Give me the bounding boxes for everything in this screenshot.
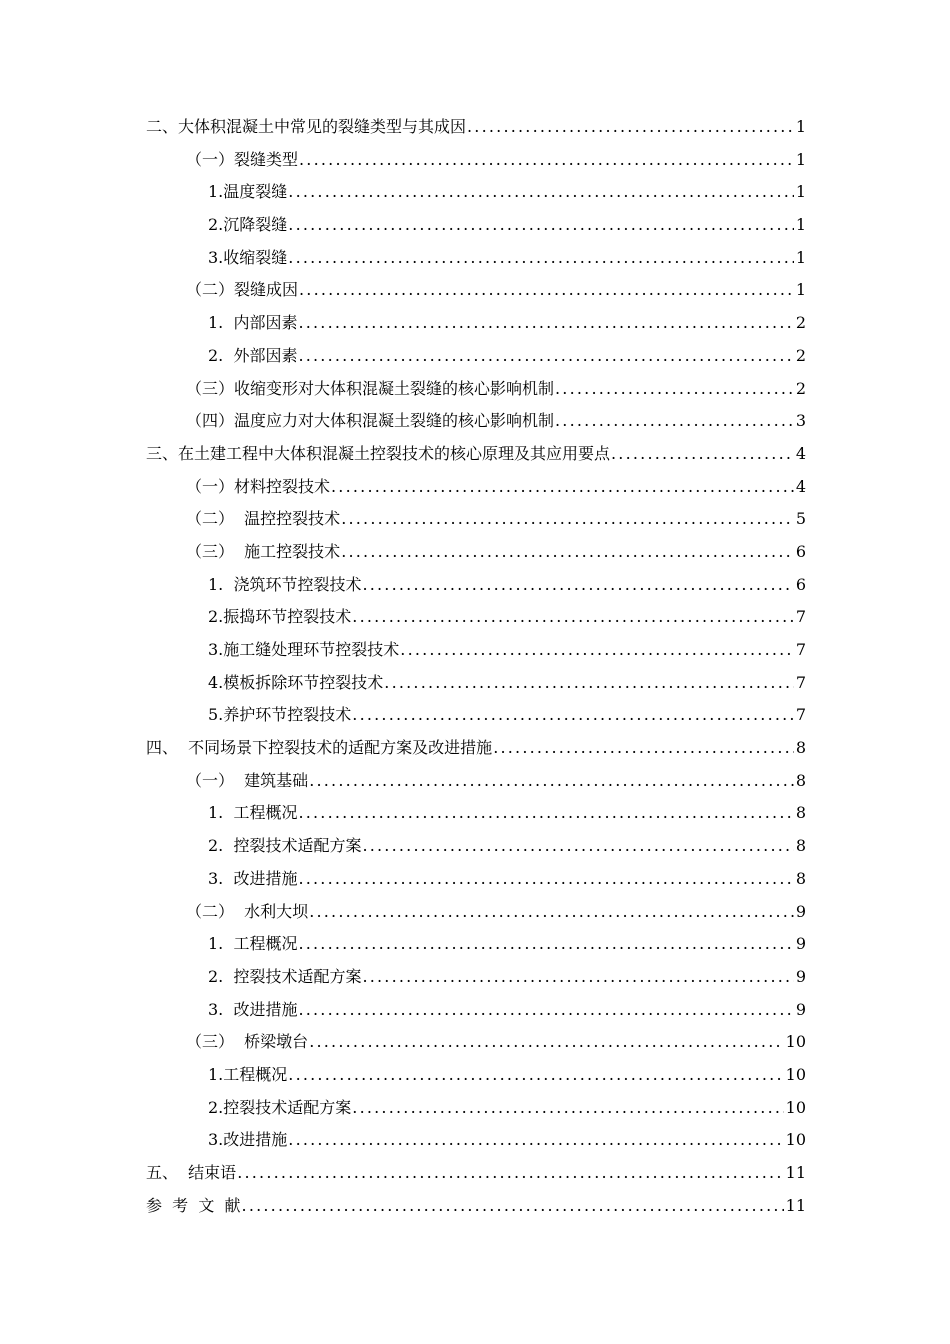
toc-entry[interactable]	[146, 1026, 806, 1059]
toc-entry-page-number: 8	[795, 836, 806, 856]
toc-entry-page-number: 4	[795, 443, 806, 463]
toc-entry[interactable]	[146, 797, 806, 830]
toc-entry[interactable]	[146, 438, 806, 471]
dot-leader	[341, 536, 794, 569]
toc-entry[interactable]	[146, 1157, 806, 1190]
dot-leader	[298, 307, 793, 340]
toc-entry-page-number: 11	[785, 1163, 806, 1182]
toc-entry-title: （三） 桥梁墩台	[186, 1032, 309, 1052]
dot-leader	[467, 111, 794, 144]
dot-leader	[299, 144, 794, 177]
dot-leader	[341, 503, 794, 536]
toc-entry-page-number: 10	[785, 1130, 806, 1150]
toc-entry-title: 5.养护环节控裂技术	[208, 705, 352, 725]
dot-leader	[298, 863, 793, 896]
toc-entry-title: 3.收缩裂缝	[208, 247, 288, 267]
dot-leader	[309, 896, 794, 929]
dot-leader	[298, 797, 793, 830]
toc-entry-page-number: 1	[795, 117, 806, 136]
toc-entry[interactable]	[146, 601, 806, 634]
toc-entry[interactable]	[146, 732, 806, 765]
toc-entry-title: （一）裂缝类型	[186, 149, 299, 169]
toc-entry-title: 1. 内部因素	[208, 313, 298, 333]
dot-leader	[384, 667, 794, 700]
toc-entry-page-number: 3	[795, 411, 806, 431]
toc-entry-page-number: 7	[795, 672, 806, 692]
toc-entry[interactable]	[146, 863, 806, 896]
toc-entry-title: 五、 结束语	[146, 1163, 237, 1182]
toc-entry-title: 1.工程概况	[208, 1064, 288, 1084]
toc-entry[interactable]	[146, 307, 806, 340]
toc-entry[interactable]	[146, 1059, 806, 1092]
toc-entry-title: 3.改进措施	[208, 1130, 288, 1150]
toc-entry-title: 3. 改进措施	[208, 868, 298, 888]
dot-leader	[362, 830, 793, 863]
toc-entry-title: 3. 改进措施	[208, 999, 298, 1019]
toc-entry[interactable]	[146, 503, 806, 536]
toc-entry-page-number: 2	[795, 345, 806, 365]
dot-leader	[288, 176, 794, 209]
toc-entry-page-number: 1	[795, 247, 806, 267]
dot-leader	[298, 340, 793, 373]
toc-entry-page-number: 1	[795, 215, 806, 235]
toc-entry[interactable]	[146, 699, 806, 732]
dot-leader	[288, 209, 794, 242]
dot-leader	[362, 569, 793, 602]
dot-leader	[299, 274, 794, 307]
toc-entry-page-number: 7	[795, 705, 806, 725]
toc-entry-title: 四、 不同场景下控裂技术的适配方案及改进措施	[146, 738, 493, 758]
toc-entry[interactable]	[146, 830, 806, 863]
dot-leader	[288, 1124, 783, 1157]
toc-entry-title: 三、在土建工程中大体积混凝土控裂技术的核心原理及其应用要点	[146, 443, 611, 463]
dot-leader	[352, 699, 794, 732]
toc-entry-title: 参 考 文 献	[146, 1195, 241, 1215]
toc-entry-page-number: 8	[795, 803, 806, 823]
toc-entry-page-number: 2	[795, 378, 806, 398]
dot-leader	[298, 994, 793, 1027]
toc-entry[interactable]	[146, 569, 806, 602]
toc-entry-page-number: 6	[795, 541, 806, 561]
toc-entry[interactable]	[146, 1092, 806, 1125]
toc-entry-title: （四）温度应力对大体积混凝土裂缝的核心影响机制	[186, 411, 555, 431]
toc-entry[interactable]	[146, 994, 806, 1027]
toc-entry-page-number: 8	[795, 770, 806, 790]
toc-entry[interactable]	[146, 928, 806, 961]
dot-leader	[555, 405, 794, 438]
toc-entry[interactable]	[146, 274, 806, 307]
toc-entry-page-number: 1	[795, 280, 806, 300]
toc-entry[interactable]	[146, 536, 806, 569]
toc-entry-title: 二、大体积混凝土中常见的裂缝类型与其成因	[146, 117, 467, 136]
dot-leader	[493, 732, 794, 765]
dot-leader	[288, 242, 794, 275]
toc-entry-page-number: 10	[785, 1032, 806, 1052]
toc-entry-title: 3.施工缝处理环节控裂技术	[208, 640, 400, 659]
dot-leader	[331, 471, 794, 504]
toc-entry-title: 2. 控裂技术适配方案	[208, 966, 362, 986]
toc-entry-page-number: 7	[795, 640, 806, 659]
toc-entry[interactable]	[146, 1190, 806, 1223]
toc-entry[interactable]	[146, 961, 806, 994]
toc-entry-title: 2.振捣环节控裂技术	[208, 607, 352, 627]
toc-entry-title: 4.模板拆除环节控裂技术	[208, 672, 384, 692]
toc-entry[interactable]	[146, 634, 806, 667]
dot-leader	[309, 1026, 783, 1059]
toc-entry[interactable]	[146, 340, 806, 373]
toc-entry-page-number: 7	[795, 607, 806, 627]
toc-entry[interactable]	[146, 1124, 806, 1157]
toc-entry-page-number: 8	[795, 738, 806, 758]
toc-entry-page-number: 9	[795, 966, 806, 986]
toc-entry[interactable]	[146, 209, 806, 242]
dot-leader	[298, 928, 793, 961]
toc-entry-page-number: 1	[795, 149, 806, 169]
toc-entry-title: 1. 工程概况	[208, 803, 298, 823]
toc-entry-page-number: 9	[795, 901, 806, 921]
toc-entry[interactable]	[146, 667, 806, 700]
toc-entry[interactable]	[146, 242, 806, 275]
toc-entry-page-number: 10	[785, 1097, 806, 1117]
toc-entry-title: （三） 施工控裂技术	[186, 541, 341, 561]
toc-entry-title: 2. 控裂技术适配方案	[208, 836, 362, 856]
dot-leader	[237, 1157, 783, 1190]
toc-entry[interactable]	[146, 144, 806, 177]
toc-entry[interactable]	[146, 176, 806, 209]
toc-entry-title: 1.温度裂缝	[208, 182, 288, 202]
toc-entry-title: 1. 浇筑环节控裂技术	[208, 574, 362, 594]
dot-leader	[611, 438, 794, 471]
toc-entry-title: 2. 外部因素	[208, 345, 298, 365]
dot-leader	[288, 1059, 783, 1092]
dot-leader	[555, 373, 794, 406]
toc-entry-page-number: 9	[795, 999, 806, 1019]
toc-entry-page-number: 10	[785, 1064, 806, 1084]
toc-entry[interactable]	[146, 896, 806, 929]
dot-leader	[400, 634, 794, 667]
toc-entry-title: （二） 温控控裂技术	[186, 509, 341, 529]
toc-entry-page-number: 5	[795, 509, 806, 529]
toc-entry-page-number: 6	[795, 574, 806, 594]
toc-entry-page-number: 8	[795, 868, 806, 888]
toc-entry-title: （二）裂缝成因	[186, 280, 299, 300]
dot-leader	[242, 1190, 784, 1223]
toc-entry-page-number: 2	[795, 313, 806, 333]
toc-entry[interactable]	[146, 471, 806, 504]
toc-entry-title: （三）收缩变形对大体积混凝土裂缝的核心影响机制	[186, 378, 555, 398]
table-of-contents	[146, 111, 806, 1222]
toc-entry[interactable]	[146, 111, 806, 144]
toc-entry-title: 2.控裂技术适配方案	[208, 1097, 352, 1117]
toc-entry-page-number: 4	[795, 476, 806, 496]
toc-entry-page-number: 1	[795, 182, 806, 202]
dot-leader	[352, 1092, 783, 1125]
toc-entry[interactable]	[146, 765, 806, 798]
toc-entry-title: 2.沉降裂缝	[208, 215, 288, 235]
toc-entry-title: （一）材料控裂技术	[186, 476, 331, 496]
toc-entry[interactable]	[146, 405, 806, 438]
toc-entry-title: （二） 水利大坝	[186, 901, 309, 921]
toc-entry-page-number: 11	[785, 1195, 806, 1215]
toc-entry-title: 1. 工程概况	[208, 934, 298, 954]
toc-entry[interactable]	[146, 373, 806, 406]
dot-leader	[362, 961, 793, 994]
toc-entry-title: （一） 建筑基础	[186, 770, 309, 790]
dot-leader	[309, 765, 794, 798]
dot-leader	[352, 601, 794, 634]
toc-entry-page-number: 9	[795, 934, 806, 954]
